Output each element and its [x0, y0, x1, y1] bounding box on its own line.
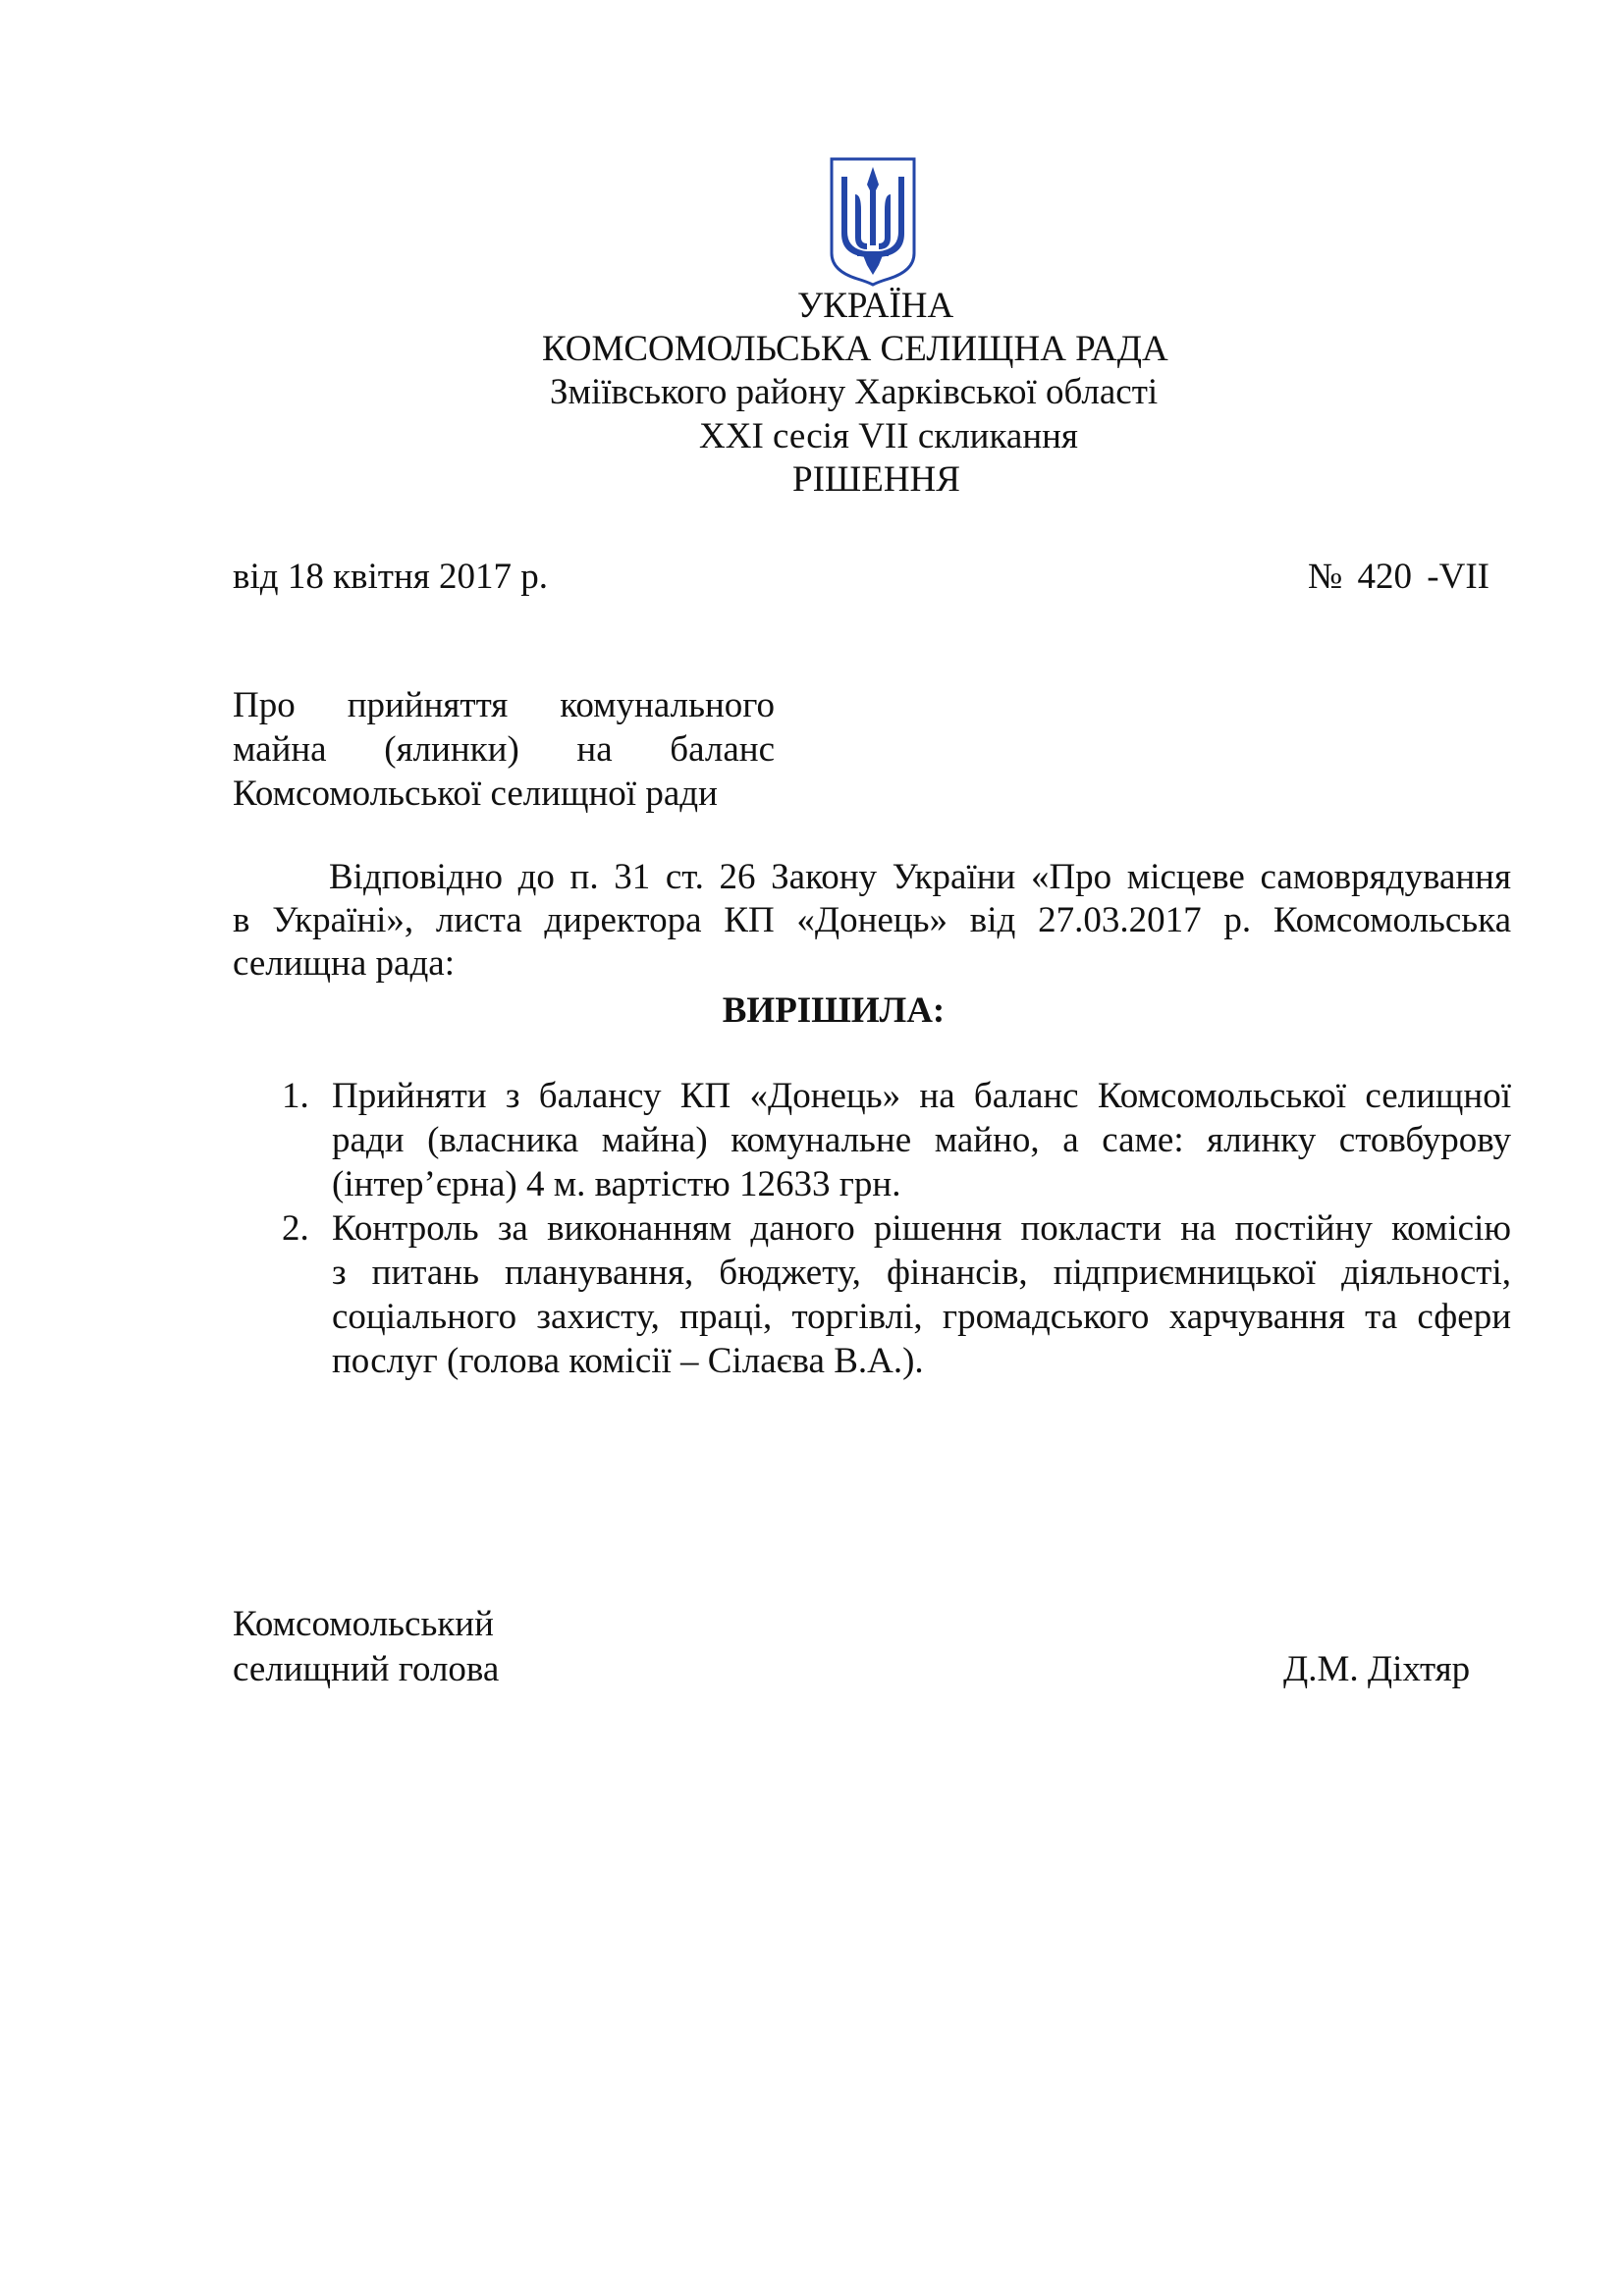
item-number: 1.: [282, 1076, 309, 1116]
list-item: [233, 1206, 1511, 1383]
signature-title-line: Комсомольський: [233, 1604, 494, 1644]
item-line: послуг (голова комісії – Сілаєва В.А.).: [332, 1341, 924, 1381]
decision-number: № 420 -VII: [1308, 557, 1489, 597]
item-line: соціального захисту, праці, торгівлі, громадського харчування та сфери: [332, 1297, 1511, 1337]
subject-line: Комсомольської селищної ради: [233, 774, 718, 814]
decision-subject: [233, 683, 775, 816]
item-line: Прийняти з балансу КП «Донець» на баланс Комсомольської селищної: [332, 1076, 1511, 1116]
decision-items-list: [233, 1074, 1511, 1383]
list-item: [233, 1074, 1511, 1206]
item-line: з питань планування, бюджету, фінансів, підприємницької діяльності,: [332, 1253, 1511, 1293]
header-country: УКРАЇНА: [797, 286, 954, 326]
signatory-name: Д.М. Діхтяр: [1283, 1649, 1471, 1689]
signature-block: [233, 1602, 499, 1692]
header-council: КОМСОМОЛЬСЬКА СЕЛИЩНА РАДА: [542, 329, 1168, 369]
subject-line: майна (ялинки) на баланс: [233, 729, 775, 770]
preamble-line: селищна рада:: [233, 943, 455, 984]
item-line: (інтер’єрна) 4 м. вартістю 12633 грн.: [332, 1164, 901, 1204]
preamble-line: Відповідно до п. 31 ст. 26 Закону України «Про місцеве самоврядування: [329, 857, 1511, 897]
ukraine-trident-coat-of-arms-icon: [828, 155, 918, 287]
preamble-line: в Україні», листа директора КП «Донець» від 27.03.2017 р. Комсомольська: [233, 900, 1511, 940]
header-document-type: РІШЕННЯ: [792, 459, 960, 500]
header-district: Зміївського району Харківської області: [550, 372, 1159, 412]
item-line: ради (власника майна) комунальне майно, а саме: ялинку стовбурову: [332, 1120, 1511, 1160]
decision-preamble: [233, 856, 1511, 986]
decided-heading: ВИРІШИЛА:: [722, 990, 946, 1031]
item-line: Контроль за виконанням даного рішення покласти на постійну комісію: [332, 1208, 1511, 1249]
subject-line: Про прийняття комунального: [233, 685, 775, 725]
header-session: XXI сесія VII скликання: [699, 416, 1078, 456]
decision-date: від 18 квітня 2017 р.: [233, 557, 549, 597]
signature-title-line: селищний голова: [233, 1649, 500, 1689]
item-number: 2.: [282, 1208, 309, 1249]
